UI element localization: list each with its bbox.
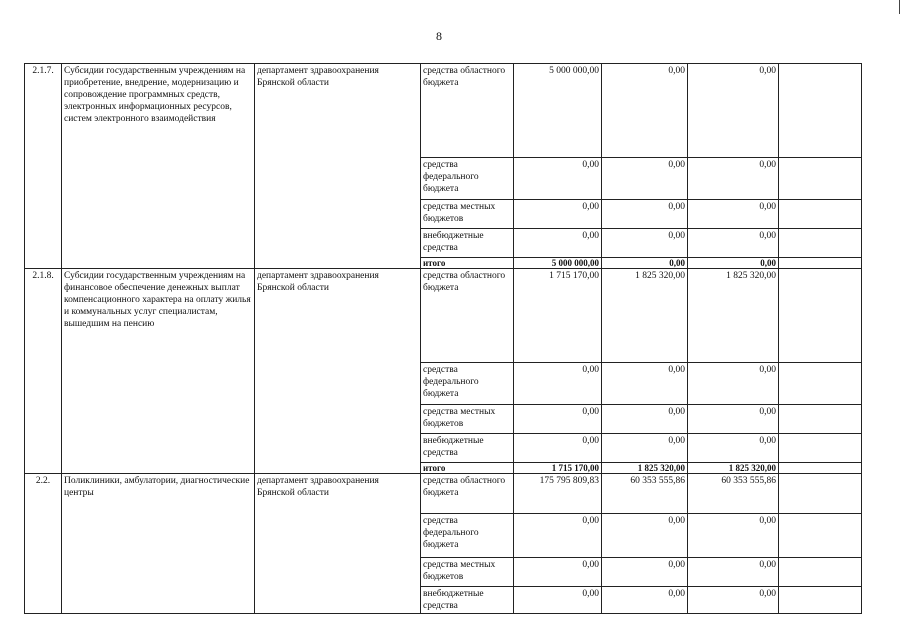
amount-year-1: 0,00 bbox=[514, 558, 602, 587]
amount-year-2: 0,00 bbox=[602, 158, 688, 200]
amount-year-1: 0,00 bbox=[514, 363, 602, 405]
total-label: итого bbox=[421, 258, 514, 269]
amount-year-3: 0,00 bbox=[688, 158, 779, 200]
amount-year-3: 0,00 bbox=[688, 405, 779, 434]
empty-cell bbox=[779, 587, 862, 614]
funding-source-label: средства областного бюджета bbox=[421, 64, 514, 158]
empty-cell bbox=[779, 258, 862, 269]
amount-year-3: 0,00 bbox=[688, 229, 779, 258]
empty-cell bbox=[779, 474, 862, 514]
amount-year-2: 0,00 bbox=[602, 558, 688, 587]
amount-year-2: 0,00 bbox=[602, 200, 688, 229]
funding-source-label: средства местных бюджетов bbox=[421, 200, 514, 229]
total-year-1: 5 000 000,00 bbox=[514, 258, 602, 269]
amount-year-1: 1 715 170,00 bbox=[514, 269, 602, 363]
empty-cell bbox=[779, 434, 862, 463]
item-executor: департамент здравоохранения Брянской области bbox=[255, 269, 421, 474]
amount-year-2: 0,00 bbox=[602, 434, 688, 463]
funding-source-label: средства федерального бюджета bbox=[421, 363, 514, 405]
amount-year-3: 0,00 bbox=[688, 363, 779, 405]
amount-year-3: 0,00 bbox=[688, 514, 779, 558]
funding-source-label: средства местных бюджетов bbox=[421, 558, 514, 587]
total-year-3: 1 825 320,00 bbox=[688, 463, 779, 474]
funding-source-label: средства местных бюджетов bbox=[421, 405, 514, 434]
funding-source-label: средства федерального бюджета bbox=[421, 158, 514, 200]
amount-year-1: 0,00 bbox=[514, 405, 602, 434]
amount-year-2: 1 825 320,00 bbox=[602, 269, 688, 363]
amount-year-3: 0,00 bbox=[688, 587, 779, 614]
amount-year-1: 175 795 809,83 bbox=[514, 474, 602, 514]
empty-cell bbox=[779, 158, 862, 200]
amount-year-3: 0,00 bbox=[688, 558, 779, 587]
page-number: 8 bbox=[436, 29, 442, 43]
item-name: Поликлиники, амбулатории, диагностические центры bbox=[62, 474, 255, 614]
funding-source-label: внебюджетные средства bbox=[421, 587, 514, 614]
table-row bbox=[25, 64, 862, 158]
empty-cell bbox=[779, 558, 862, 587]
amount-year-2: 0,00 bbox=[602, 64, 688, 158]
empty-cell bbox=[779, 200, 862, 229]
empty-cell bbox=[779, 64, 862, 158]
item-executor: департамент здравоохранения Брянской области bbox=[255, 474, 421, 614]
amount-year-2: 0,00 bbox=[602, 514, 688, 558]
amount-year-3: 0,00 bbox=[688, 64, 779, 158]
table-row bbox=[25, 474, 862, 514]
amount-year-1: 0,00 bbox=[514, 434, 602, 463]
amount-year-1: 0,00 bbox=[514, 200, 602, 229]
amount-year-3: 0,00 bbox=[688, 434, 779, 463]
total-year-2: 0,00 bbox=[602, 258, 688, 269]
item-name: Субсидии государственным учреждениям на приобретение, внедрение, модернизацию и сопровождение программных средств, электронных информационных ресурсов, систем электронного взаимодействия bbox=[62, 64, 255, 269]
amount-year-3: 1 825 320,00 bbox=[688, 269, 779, 363]
total-year-3: 0,00 bbox=[688, 258, 779, 269]
total-label: итого bbox=[421, 463, 514, 474]
amount-year-2: 0,00 bbox=[602, 587, 688, 614]
funding-source-label: внебюджетные средства bbox=[421, 434, 514, 463]
amount-year-3: 60 353 555,86 bbox=[688, 474, 779, 514]
item-code: 2.2. bbox=[25, 474, 62, 614]
amount-year-3: 0,00 bbox=[688, 200, 779, 229]
amount-year-2: 0,00 bbox=[602, 405, 688, 434]
page-edge-mark bbox=[899, 0, 900, 14]
amount-year-2: 0,00 bbox=[602, 229, 688, 258]
funding-source-label: средства областного бюджета bbox=[421, 474, 514, 514]
empty-cell bbox=[779, 405, 862, 434]
amount-year-2: 60 353 555,86 bbox=[602, 474, 688, 514]
budget-table bbox=[24, 63, 862, 614]
amount-year-2: 0,00 bbox=[602, 363, 688, 405]
total-year-1: 1 715 170,00 bbox=[514, 463, 602, 474]
item-code: 2.1.7. bbox=[25, 64, 62, 269]
empty-cell bbox=[779, 514, 862, 558]
funding-source-label: средства областного бюджета bbox=[421, 269, 514, 363]
empty-cell bbox=[779, 363, 862, 405]
table-row bbox=[25, 269, 862, 363]
funding-source-label: внебюджетные средства bbox=[421, 229, 514, 258]
amount-year-1: 5 000 000,00 bbox=[514, 64, 602, 158]
item-name: Субсидии государственным учреждениям на финансовое обеспечение денежных выплат компенсационного характера на оплату жилья и коммунальных услуг специалистам, вышедшим на пенсию bbox=[62, 269, 255, 474]
amount-year-1: 0,00 bbox=[514, 229, 602, 258]
amount-year-1: 0,00 bbox=[514, 514, 602, 558]
empty-cell bbox=[779, 463, 862, 474]
budget-table-body bbox=[25, 64, 862, 614]
funding-source-label: средства федерального бюджета bbox=[421, 514, 514, 558]
item-code: 2.1.8. bbox=[25, 269, 62, 474]
empty-cell bbox=[779, 269, 862, 363]
item-executor: департамент здравоохранения Брянской области bbox=[255, 64, 421, 269]
amount-year-1: 0,00 bbox=[514, 158, 602, 200]
total-year-2: 1 825 320,00 bbox=[602, 463, 688, 474]
empty-cell bbox=[779, 229, 862, 258]
amount-year-1: 0,00 bbox=[514, 587, 602, 614]
